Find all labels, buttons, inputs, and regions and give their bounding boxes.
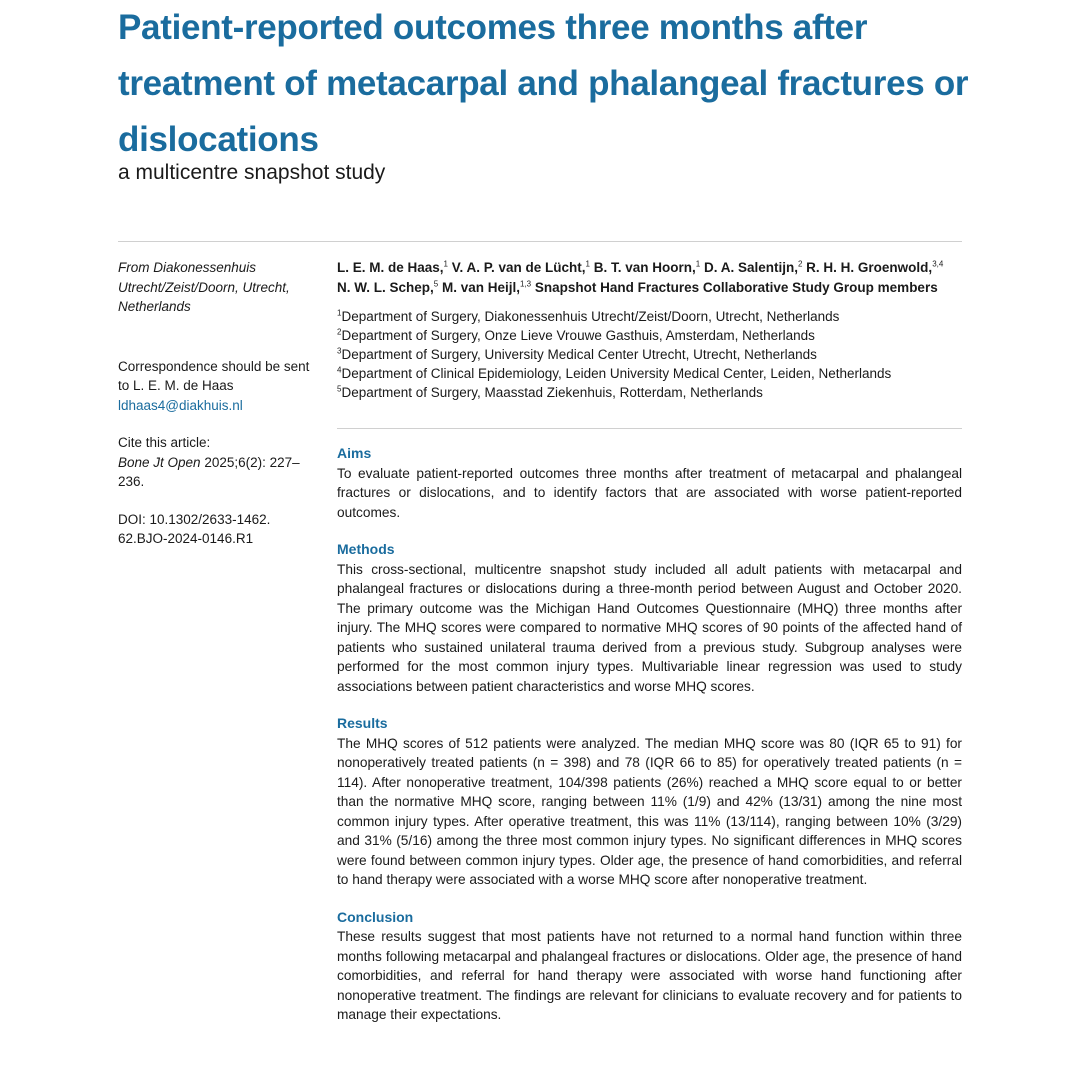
correspondence-block — [118, 357, 318, 416]
conclusion-section — [337, 908, 962, 1025]
author: B. T. van Hoorn,$^1$ — [589, 259, 701, 275]
affiliation-item: $^3$Department of Surgery, University Medical Center Utrecht, Utrecht, Netherlands — [337, 346, 817, 362]
affiliation-item: $^1$Department of Surgery, Diakonessenhuis Utrecht/Zeist/Doorn, Utrecht, Netherlands — [337, 308, 840, 324]
abstract-divider — [337, 428, 962, 429]
article-subtitle: a multicentre snapshot study — [118, 161, 386, 184]
author: D. A. Salentijn,$^2$ — [700, 259, 803, 275]
author: N. W. L. Schep,$^5$ — [337, 279, 439, 295]
methods-text: This cross-sectional, multicentre snapshot study included all adult patients with metacarpal and phalangeal fractures or dislocations during a three-month period between August and October 2020. The primary outcome was the Michigan Hand Outcomes Questionnaire (MHQ) three months after injury. The MHQ scores were compared to normative MHQ scores of 90 points of the affected hand of patients who sustained unilateral trauma derived from a previous study. Subgroup analyses were performed for the most common injury types. Multivariable linear regression was used to study associations between patient characteristics and worse MHQ scores. — [337, 561, 962, 694]
author-list — [337, 258, 977, 298]
doi: DOI: 10.1302/2633-1462. 62.BJO-2024-0146.R1 — [118, 511, 271, 546]
results-text: The MHQ scores of 512 patients were analyzed. The median MHQ score was 80 (IQR 65 to 91) for nonoperatively treated patients (n = 398) and 78 (IQR 66 to 85) for operatively treated patients (n = 114). After nonoperative treatment, 104/398 patients (26%) reached a MHQ score equal to or better than the normative MHQ score, ranging between 11% (1/9) and 42% (13/31) among the nine most common injury types. After operative treatment, this was 11% (13/114), ranging between 10% (3/29) and 31% (5/16) among the three most common injury types. No significant differences in MHQ scores were found between common injury types. Older age, the presence of hand comorbidities, and referral to hand therapy were associated with a worse MHQ score after nonoperative treatment. — [337, 735, 962, 887]
affiliation-list — [337, 307, 977, 402]
affiliation-item: $^5$Department of Surgery, Maasstad Ziekenhuis, Rotterdam, Netherlands — [337, 384, 763, 400]
author: Snapshot Hand Fractures Collaborative Study Group members — [531, 280, 938, 295]
correspondence-email-link[interactable]: ldhaas4@diakhuis.nl — [118, 397, 243, 413]
cite-journal: Bone Jt Open — [118, 454, 201, 470]
methods-heading: Methods — [337, 541, 395, 557]
top-divider — [118, 241, 962, 242]
conclusion-text: These results suggest that most patients have not returned to a normal hand function within three months following metacarpal and phalangeal fractures or dislocations. Older age, the presence of hand comorbidities, and referral for hand therapy were associated with worse hand functioning after nonoperative treatment. The findings are relevant for clinicians to evaluate recovery and for patients to manage their expectations. — [337, 929, 962, 1022]
affiliation-item: $^2$Department of Surgery, Onze Lieve Vrouwe Gasthuis, Amsterdam, Netherlands — [337, 327, 815, 343]
aims-text: To evaluate patient-reported outcomes three months after treatment of metacarpal and phalangeal fractures or dislocations, and to identify factors that are associated with worse patient-reported outcomes. — [337, 465, 962, 520]
sidebar — [118, 258, 318, 567]
aims-section — [337, 444, 962, 522]
cite-details: 2025;6(2): 227–236. — [118, 454, 300, 489]
abstract — [337, 444, 962, 1043]
results-section — [337, 714, 962, 890]
correspondence-text: Correspondence should be sent to L. E. M. de Haas — [118, 358, 310, 393]
aims-heading: Aims — [337, 445, 372, 461]
methods-section — [337, 540, 962, 696]
author: V. A. P. van de Lücht,$^1$ — [447, 259, 590, 275]
citation-block — [118, 433, 318, 492]
cite-label: Cite this article: — [118, 435, 211, 450]
institution-note: From Diakonessenhuis Utrecht/Zeist/Doorn, Utrecht, Netherlands — [118, 260, 290, 314]
author: L. E. M. de Haas,$^1$ — [337, 259, 448, 275]
author: R. H. H. Groenwold,$^{3,4}$ — [802, 259, 944, 275]
affiliation-item: $^4$Department of Clinical Epidemiology, Leiden University Medical Center, Leiden, Netherlands — [337, 365, 892, 381]
results-heading: Results — [337, 715, 388, 731]
conclusion-heading: Conclusion — [337, 908, 414, 925]
author: M. van Heijl,$^{1,3}$ — [438, 279, 532, 295]
article-title: Patient-reported outcomes three months after treatment of metacarpal and phalangeal fractures or dislocations — [118, 8, 969, 159]
